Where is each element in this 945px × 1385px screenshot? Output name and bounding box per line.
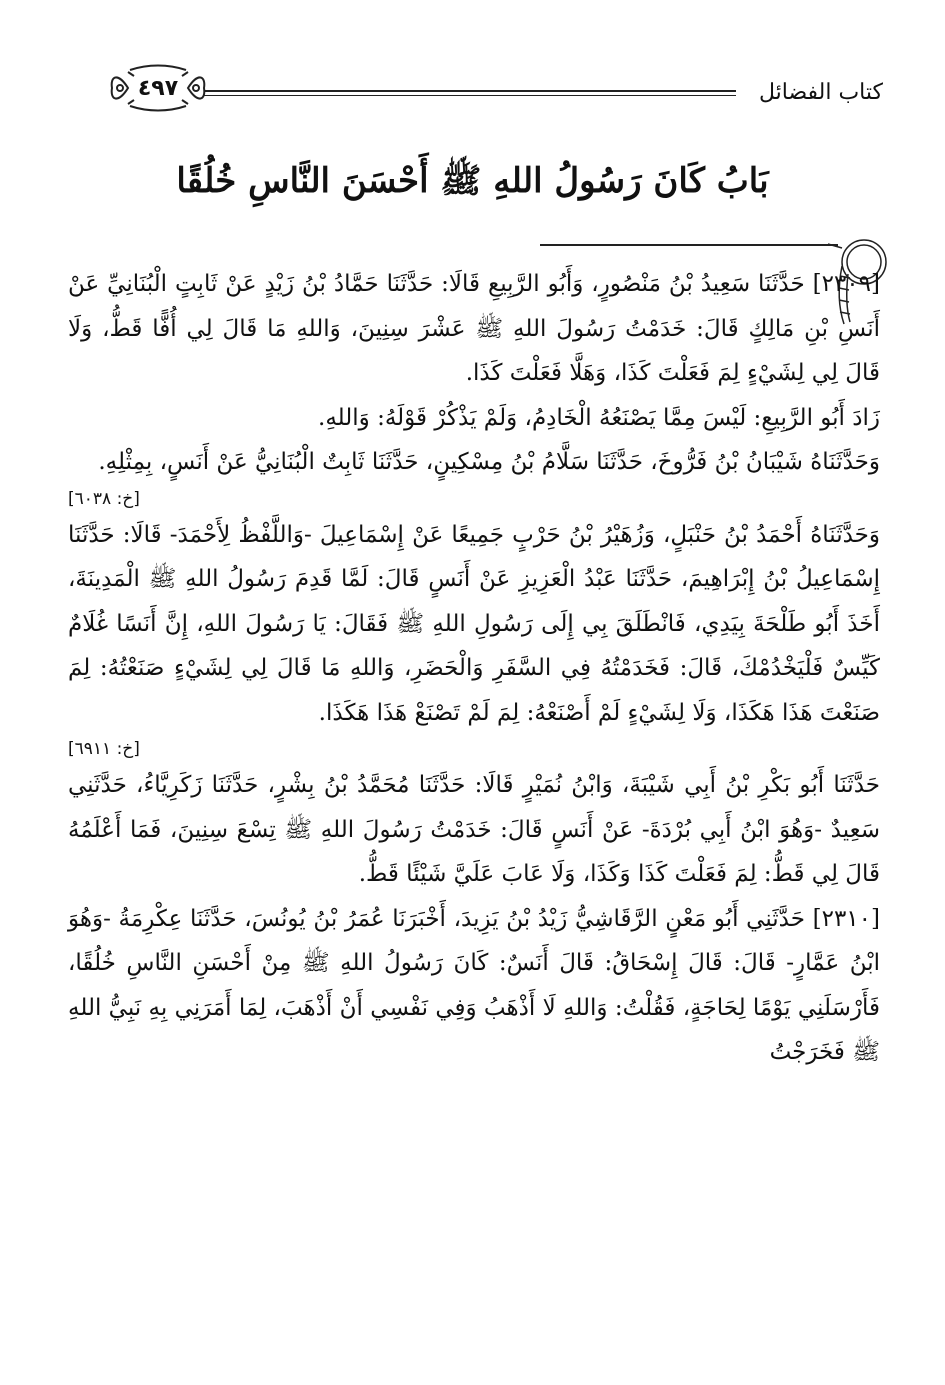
book-title: كتاب الفضائل xyxy=(758,80,883,105)
hadith-paragraph: وَحَدَّثَنَاهُ شَيْبَانُ بْنُ فَرُّوخَ، حَدَّثَنَا سَلَّامُ بْنُ مِسْكِينٍ، حَدَّثَنَا ثَابِتٌ الْبُنَانِيُّ عَنْ أَنَسٍ، بِمِثْلِهِ. xyxy=(98,449,880,475)
reference-note: [خ: ٦٩١١] xyxy=(68,739,140,759)
hadith-paragraph: وَحَدَّثَنَاهُ أَحْمَدُ بْنُ حَنْبَلٍ، وَزُهَيْرُ بْنُ حَرْبٍ جَمِيعًا عَنْ إِسْمَاعِيلَ -وَاللَّفْظُ لِأَحْمَدَ- قَالَا: حَدَّثَنَا إِسْمَاعِيلُ بْنُ إِبْرَاهِيمَ، حَدَّثَنَا عَبْدُ الْعَزِيزِ عَنْ أَنَسٍ قَالَ: لَمَّا قَدِمَ رَسُولُ اللهِ ﷺ الْمَدِينَةَ، أَخَذَ أَبُو طَلْحَةَ بِيَدِي، فَانْطَلَقَ بِي إِلَى رَسُولِ اللهِ ﷺ فَقَالَ: يَا رَسُولَ اللهِ، إِنَّ أَنَسًا غُلَامٌ كَيِّسٌ فَلْيَخْدُمْكَ، قَالَ: فَخَدَمْتُهُ فِي السَّفَرِ وَالْحَضَرِ، وَاللهِ مَا قَالَ لِي لِشَيْءٍ صَنَعْتُهُ: لِمَ صَنَعْتَ هَذَا هَكَذَا، وَلَا لِشَيْءٍ لَمْ أَصْنَعْهُ: لِمَ لَمْ تَصْنَعْ هَذَا هَكَذَا. xyxy=(68,521,880,726)
hadith-paragraph: زَادَ أَبُو الرَّبِيعِ: لَيْسَ مِمَّا يَصْنَعُهُ الْخَادِمُ، وَلَمْ يَذْكُرْ قَوْلَهُ: وَاللهِ. xyxy=(318,404,880,431)
hadith-paragraph: [٢٣١٠] حَدَّثَنِي أَبُو مَعْنٍ الرَّقَاشِيُّ زَيْدُ بْنُ يَزِيدَ، أَخْبَرَنَا عُمَرُ بْنُ يُونُسَ، حَدَّثَنَا عِكْرِمَةُ -وَهُوَ ابْنُ عَمَّارٍ- قَالَ: قَالَ إِسْحَاقُ: قَالَ أَنَسٌ: كَانَ رَسُولُ اللهِ ﷺ مِنْ أَحْسَنِ النَّاسِ خُلُقًا، فَأَرْسَلَنِي يَوْمًا لِحَاجَةٍ، فَقُلْتُ: وَاللهِ لَا أَذْهَبُ وَفِي نَفْسِي أَنْ أَذْهَبَ، لِمَا أَمَرَنِي بِهِ نَبِيُّ اللهِ ﷺ فَخَرَجْتُ xyxy=(68,905,880,1065)
hadith-text xyxy=(68,262,880,1075)
section-rule xyxy=(540,244,838,246)
header-rule xyxy=(204,90,736,98)
reference-note: [خ: ٦٠٣٨] xyxy=(68,488,140,509)
hadith-paragraph: حَدَّثَنَا أَبُو بَكْرِ بْنُ أَبِي شَيْبَةَ، وَابْنُ نُمَيْرٍ قَالَا: حَدَّثَنَا مُحَمَّدُ بْنُ بِشْرٍ، حَدَّثَنَا زَكَرِيَّاءُ، حَدَّثَنِي سَعِيدٌ -وَهُوَ ابْنُ أَبِي بُرْدَةَ- عَنْ أَنَسٍ قَالَ: خَدَمْتُ رَسُولَ اللهِ ﷺ تِسْعَ سِنِينَ، فَمَا أَعْلَمُهُ قَالَ لِي قَطُّ: لِمَ فَعَلْتَ كَذَا وَكَذَا، وَلَا عَابَ عَلَيَّ شَيْئًا قَطُّ. xyxy=(68,772,880,887)
chapter-title: بَابُ كَانَ رَسُولُ اللهِ ﷺ أَحْسَنَ النَّاسِ خُلُقًا xyxy=(176,161,769,201)
hadith-paragraph: [٢٣٠٩] حَدَّثَنَا سَعِيدُ بْنُ مَنْصُورٍ، وَأَبُو الرَّبِيعِ قَالَا: حَدَّثَنَا حَمَّادُ بْنُ زَيْدٍ عَنْ ثَابِتٍ الْبُنَانِيِّ عَنْ أَنَسِ بْنِ مَالِكٍ قَالَ: خَدَمْتُ رَسُولَ اللهِ ﷺ عَشْرَ سِنِينَ، وَاللهِ مَا قَالَ لِي أُفًّا قَطُّ، وَلَا قَالَ لِي لِشَيْءٍ لِمَ فَعَلْتَ كَذَا، وَهَلَّا فَعَلْتَ كَذَا. xyxy=(68,271,880,386)
page-number: ٤٩٧ xyxy=(137,75,179,101)
